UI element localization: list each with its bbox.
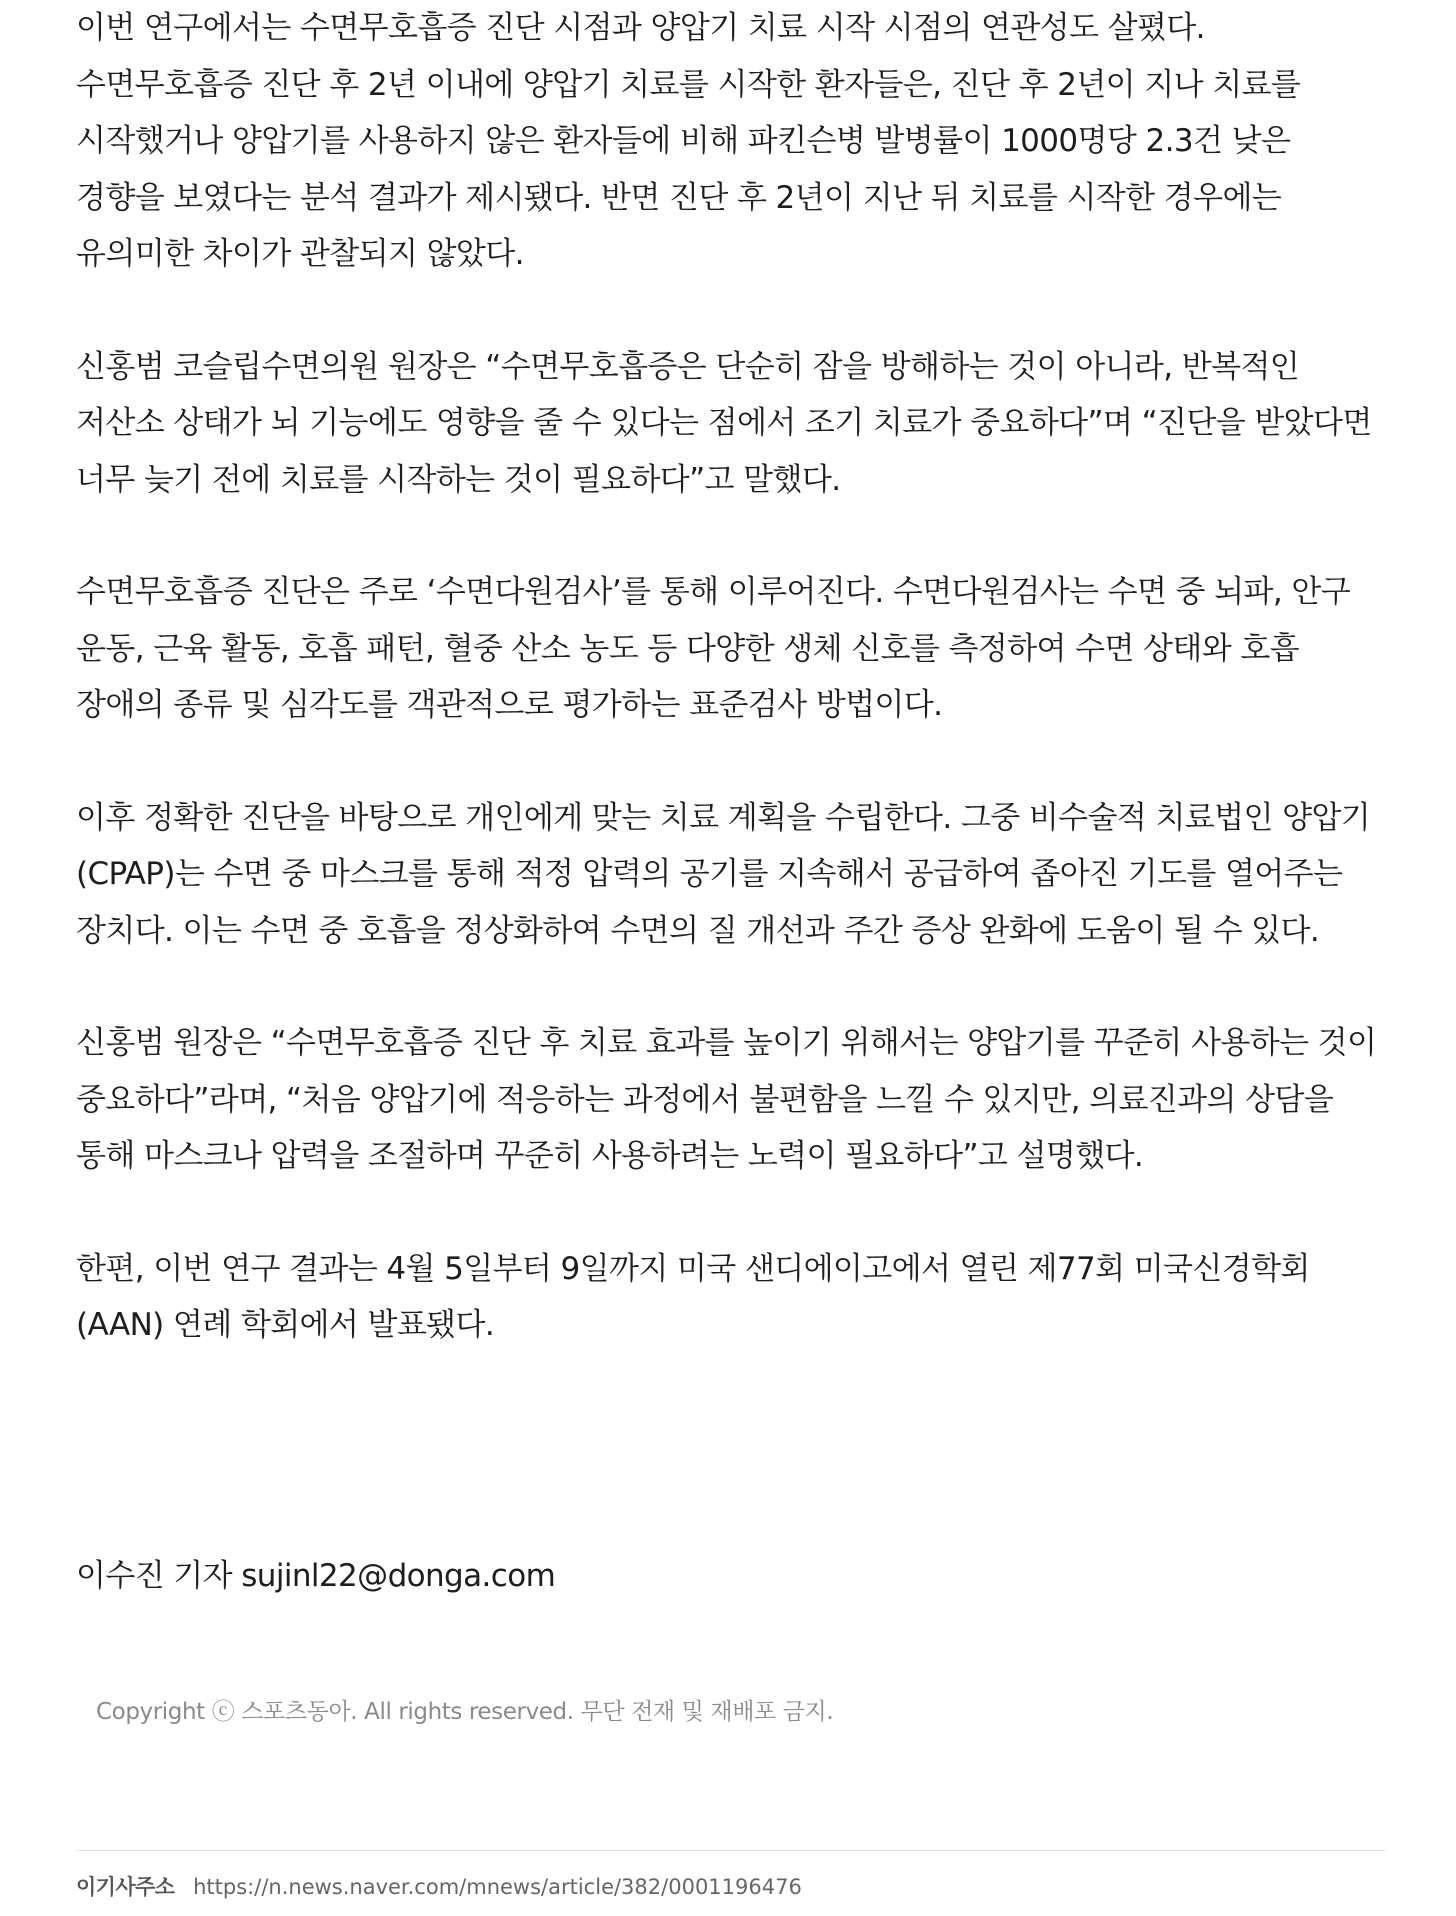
article-paragraph: 신홍범 코슬립수면의원 원장은 “수면무호흡증은 단순히 잠을 방해하는 것이 아니라, 반복적인 저산소 상태가 뇌 기능에도 영향을 줄 수 있다는 점에서 조기 치료가 중요하다”며 “진단을 받았다면 너무 늦기 전에 치료를 시작하는 것이 필요하다”고 말했다. (76, 348, 1372, 498)
article-paragraph: 한편, 이번 연구 결과는 4월 5일부터 9일까지 미국 샌디에이고에서 열린 제77회 미국신경학회(AAN) 연례 학회에서 발표됐다. (76, 1250, 1310, 1343)
article-url-label: 이기사주소 (76, 1875, 175, 1899)
article-url-row (76, 1872, 802, 1902)
article-url-link[interactable]: https://n.news.naver.com/mnews/article/382/0001196476 (193, 1875, 802, 1899)
article-paragraph: 신홍범 원장은 “수면무호흡증 진단 후 치료 효과를 높이기 위해서는 양압기를 꾸준히 사용하는 것이 중요하다”라며, “처음 양압기에 적응하는 과정에서 불편함을 느낄 수 있지만, 의료진과의 상담을 통해 마스크나 압력을 조절하며 꾸준히 사용하려는 노력이 필요하다”고 설명했다. (76, 1025, 1377, 1174)
reporter-byline: 이수진 기자 sujinl22@donga.com (76, 1558, 556, 1594)
footer-divider (76, 1850, 1386, 1851)
copyright-notice: Copyright ⓒ 스포츠동아. All rights reserved. 무단 전재 및 재배포 금지. (96, 1699, 834, 1725)
article-paragraph: 수면무호흡증 진단은 주로 ‘수면다원검사’를 통해 이루어진다. 수면다원검사는 수면 중 뇌파, 안구 운동, 근육 활동, 호흡 패턴, 혈중 산소 농도 등 다양한 생체 신호를 측정하여 수면 상태와 호흡 장애의 종류 및 심각도를 객관적으로 평가하는 표준검사 방법이다. (76, 574, 1351, 723)
article-body (76, 0, 1386, 1354)
article-paragraph: 이후 정확한 진단을 바탕으로 개인에게 맞는 치료 계획을 수립한다. 그중 비수술적 치료법인 양압기(CPAP)는 수면 중 마스크를 통해 적정 압력의 공기를 지속해서 공급하여 좁아진 기도를 열어주는 장치다. 이는 수면 중 호흡을 정상화하여 수면의 질 개선과 주간 증상 완화에 도움이 될 수 있다. (76, 799, 1371, 949)
article-paragraph: 이번 연구에서는 수면무호흡증 진단 시점과 양압기 치료 시작 시점의 연관성도 살폈다. 수면무호흡증 진단 후 2년 이내에 양압기 치료를 시작한 환자들은, 진단 후 2년이 지나 치료를 시작했거나 양압기를 사용하지 않은 환자들에 비해 파킨슨병 발병률이 1000명당 2.3건 낮은 경향을 보였다는 분석 결과가 제시됐다. 반면 진단 후 2년이 지난 뒤 치료를 시작한 경우에는 유의미한 차이가 관찰되지 않았다. (76, 10, 1301, 272)
